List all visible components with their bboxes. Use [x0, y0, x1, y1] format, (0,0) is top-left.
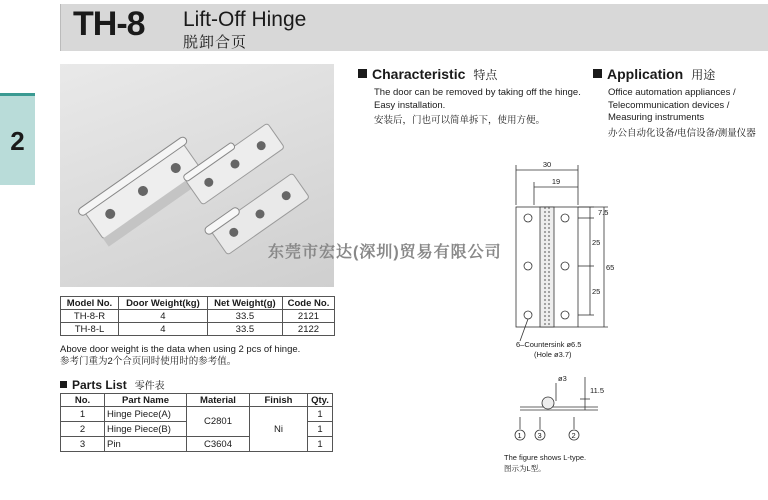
parts-title-cn: 零件表	[134, 381, 165, 392]
note-line: Above door weight is the data when using 2 pcs of hinge.	[60, 344, 301, 355]
characteristic-title-en: Characteristic	[372, 66, 466, 82]
spec-cell: 33.5	[207, 323, 282, 336]
product-title-cn: 脱卸合页	[183, 34, 248, 51]
model-title: TH-8	[73, 5, 145, 43]
section-number: 2	[10, 126, 25, 156]
spec-cell: TH-8-L	[61, 323, 119, 336]
spec-table	[60, 296, 335, 336]
spec-header-cell: Net Weight(g)	[207, 297, 282, 310]
spec-cell: 2121	[283, 310, 335, 323]
parts-header-cell: Material	[187, 394, 250, 407]
dim-11-5-label: 11.5	[590, 386, 605, 395]
drawing-caption-en: The figure shows L-type.	[504, 453, 587, 462]
parts-name-cell: Hinge Piece(A)	[105, 407, 187, 422]
parts-header-cell: Part Name	[105, 394, 187, 407]
parts-name-cell: Hinge Piece(B)	[105, 422, 187, 437]
parts-finish-cell: Ni	[250, 407, 308, 452]
parts-material-cell: C3604	[187, 437, 250, 452]
spec-cell: TH-8-R	[61, 310, 119, 323]
dim-19-label: 19	[551, 177, 561, 186]
parts-header-row	[61, 394, 333, 407]
parts-no-cell: 2	[61, 422, 105, 437]
note-line: 参考门重为2个合页同时使用时的参考值。	[60, 356, 237, 367]
dim-7-5-label: 7.5	[598, 208, 609, 217]
spec-header-cell: Door Weight(kg)	[119, 297, 208, 310]
product-title-en: Lift-Off Hinge	[183, 8, 307, 31]
application-heading	[593, 66, 715, 83]
characteristic-title-cn: 特点	[473, 68, 498, 82]
table-row	[61, 407, 333, 422]
title-bar	[60, 4, 768, 51]
dim-25a-label: 25	[592, 238, 601, 247]
parts-qty-cell: 1	[308, 437, 333, 452]
countersink-label: 6–Countersink ø6.5	[516, 340, 582, 349]
parts-heading	[60, 377, 165, 392]
characteristic-line: Easy installation.	[374, 99, 446, 111]
parts-header-cell: Finish	[250, 394, 308, 407]
application-title-cn: 用途	[691, 68, 716, 82]
parts-header-cell: Qty.	[308, 394, 333, 407]
parts-qty-cell: 1	[308, 407, 333, 422]
watermark: 东莞市宏达(深圳)贸易有限公司	[268, 244, 502, 261]
application-text	[608, 87, 756, 140]
spec-header-cell: Code No.	[283, 297, 335, 310]
spec-cell: 4	[119, 310, 208, 323]
application-line: 办公自动化设备/电信设备/测量仪器	[608, 127, 756, 139]
table-row	[61, 323, 335, 336]
technical-drawing	[490, 155, 630, 495]
spec-cell: 4	[119, 323, 208, 336]
parts-table	[60, 393, 333, 452]
section-tab	[0, 93, 35, 185]
parts-no-cell: 3	[61, 437, 105, 452]
parts-qty-cell: 1	[308, 422, 333, 437]
parts-material-cell: C2801	[187, 407, 250, 437]
characteristic-line: The door can be removed by taking off the hinge.	[374, 87, 581, 98]
characteristic-text	[374, 87, 581, 128]
dim-65-label: 65	[606, 263, 615, 272]
spec-header-cell: Model No.	[61, 297, 119, 310]
application-line: Telecommunication devices /	[608, 99, 730, 111]
callout-1: 1	[517, 431, 522, 440]
bullet-square-icon	[358, 69, 367, 78]
spec-cell: 33.5	[207, 310, 282, 323]
bullet-square-icon	[593, 69, 602, 78]
bullet-square-icon	[60, 381, 67, 388]
application-title-en: Application	[607, 66, 684, 82]
characteristic-line: 安装后，门也可以简单拆下，使用方便。	[374, 115, 546, 126]
callout-2: 2	[571, 431, 576, 440]
dim-25b-label: 25	[592, 287, 601, 296]
dim-phi3-label: ø3	[558, 374, 567, 383]
parts-no-cell: 1	[61, 407, 105, 422]
parts-name-cell: Pin	[105, 437, 187, 452]
spec-table-header-row	[61, 297, 335, 310]
table-row	[61, 310, 335, 323]
weight-notes	[60, 344, 300, 368]
application-line: Measuring instruments	[608, 112, 705, 123]
spec-cell: 2122	[283, 323, 335, 336]
characteristic-heading	[358, 66, 497, 83]
callout-3: 3	[537, 431, 542, 440]
drawing-caption-cn: 图示为L型。	[504, 464, 546, 473]
parts-header-cell: No.	[61, 394, 105, 407]
application-line: Office automation appliances /	[608, 87, 736, 98]
dim-30-label: 30	[542, 160, 552, 169]
parts-title-en: Parts List	[72, 378, 127, 392]
hole-label: (Hole ø3.7)	[534, 350, 572, 359]
